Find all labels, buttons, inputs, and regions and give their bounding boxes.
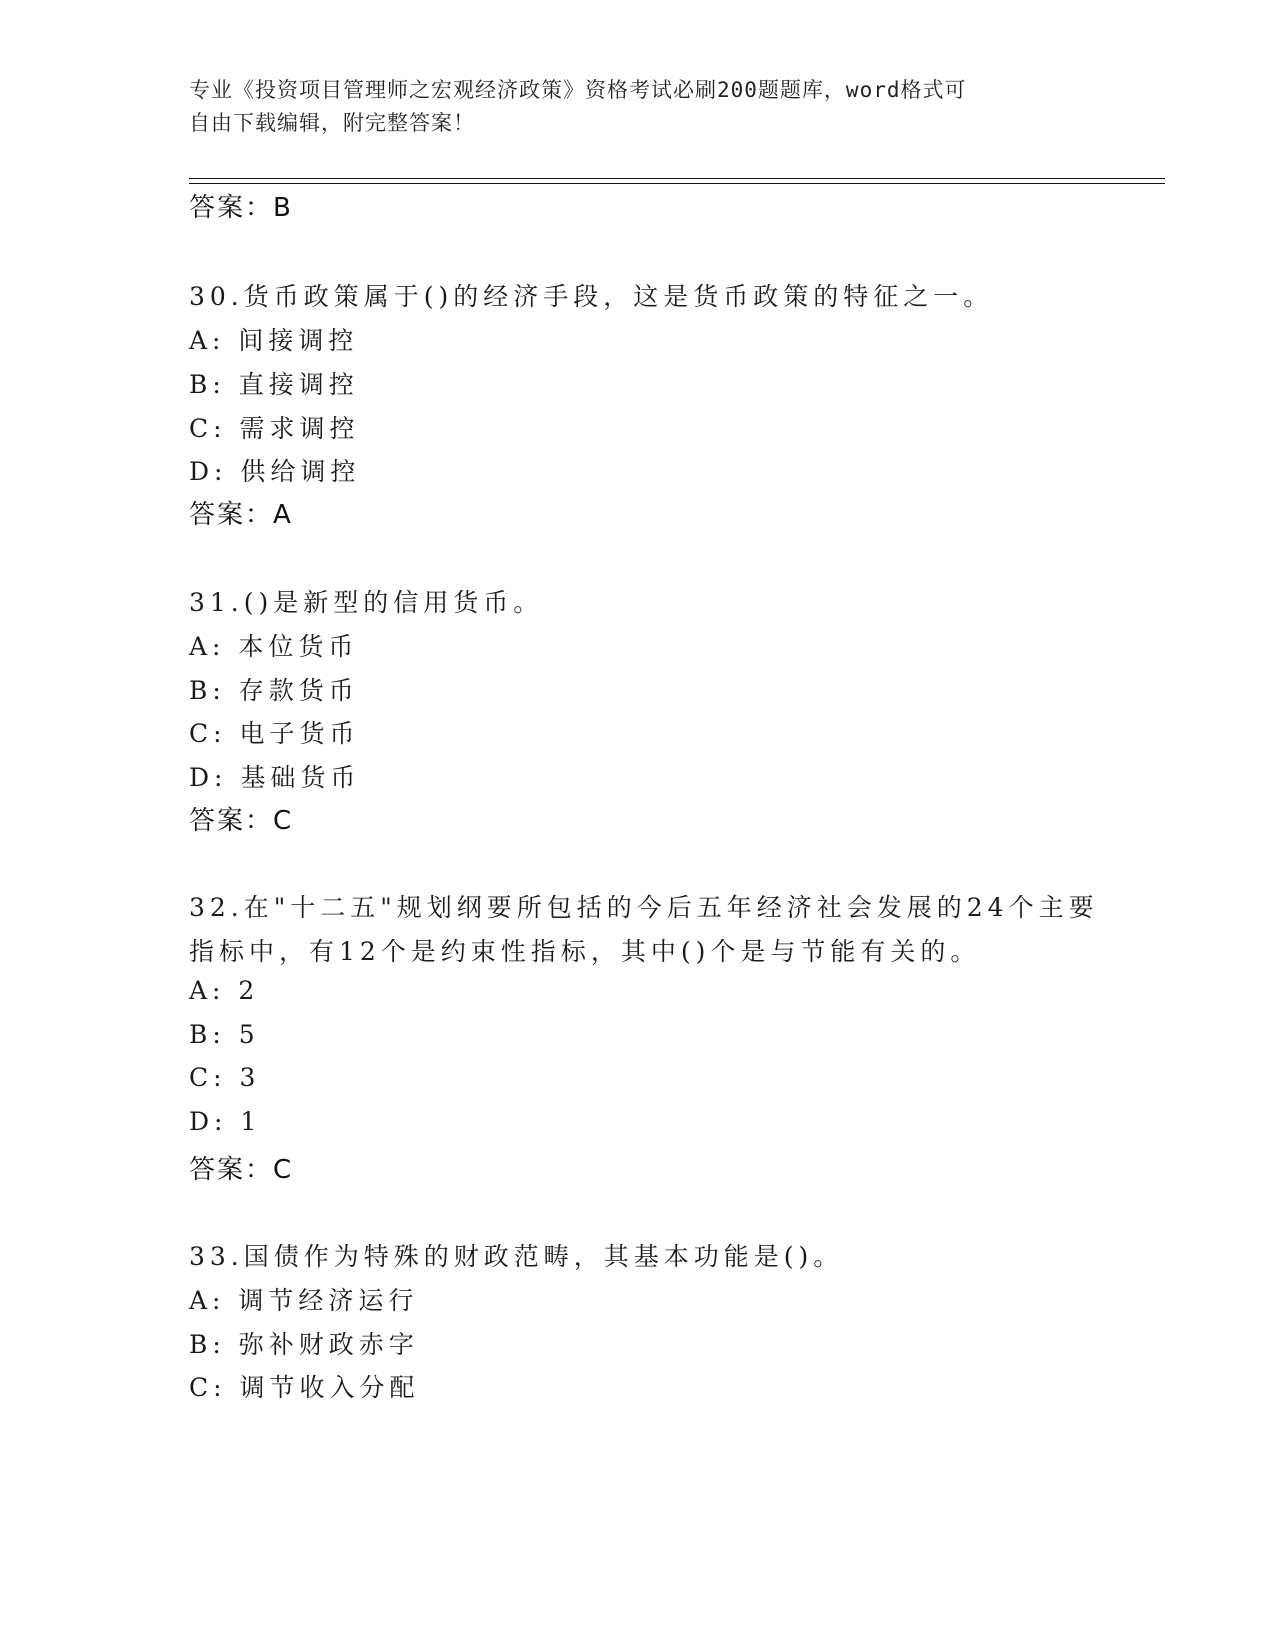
question-32-option-d: D: 1	[189, 1107, 262, 1136]
question-33-option-c: C: 调节收入分配	[189, 1373, 420, 1402]
question-32-option-c: C: 3	[189, 1063, 261, 1092]
header-divider-bottom	[189, 183, 1165, 184]
question-30-answer: 答案：A	[189, 500, 293, 530]
question-30-option-d: D: 供给调控	[189, 457, 361, 486]
document-header	[189, 74, 1089, 140]
question-31-stem: 31.()是新型的信用货币。	[189, 588, 544, 617]
question-31-option-c: C: 电子货币	[189, 719, 360, 748]
question-32-stem-line-1: 32.在"十二五"规划纲要所包括的今后五年经济社会发展的24个主要	[189, 893, 1099, 922]
header-title-line-1: 专业《投资项目管理师之宏观经济政策》资格考试必刷200题题库，word格式可	[189, 78, 967, 102]
question-30-option-c: C: 需求调控	[189, 414, 360, 443]
question-30-option-a: A: 间接调控	[189, 326, 359, 355]
question-33-option-b: B: 弥补财政赤字	[189, 1330, 419, 1359]
question-31-answer: 答案：C	[189, 806, 294, 836]
question-32-option-b: B: 5	[189, 1020, 260, 1049]
question-33-stem: 33.国债作为特殊的财政范畴，其基本功能是()。	[189, 1242, 844, 1271]
previous-answer: 答案：B	[189, 193, 293, 223]
question-31-option-d: D: 基础货币	[189, 763, 361, 792]
header-divider-top	[189, 178, 1165, 179]
question-32-option-a: A: 2	[189, 976, 260, 1005]
question-30-option-b: B: 直接调控	[189, 370, 359, 399]
question-30-stem: 30.货币政策属于()的经济手段，这是货币政策的特征之一。	[189, 282, 994, 311]
question-32-answer: 答案：C	[189, 1155, 294, 1185]
header-title-line-2: 自由下载编辑，附完整答案！	[189, 111, 475, 135]
question-31-option-b: B: 存款货币	[189, 676, 359, 705]
question-33-option-a: A: 调节经济运行	[189, 1286, 419, 1315]
question-32-stem-line-2: 指标中，有12个是约束性指标，其中()个是与节能有关的。	[189, 937, 981, 966]
question-31-option-a: A: 本位货币	[189, 632, 359, 661]
